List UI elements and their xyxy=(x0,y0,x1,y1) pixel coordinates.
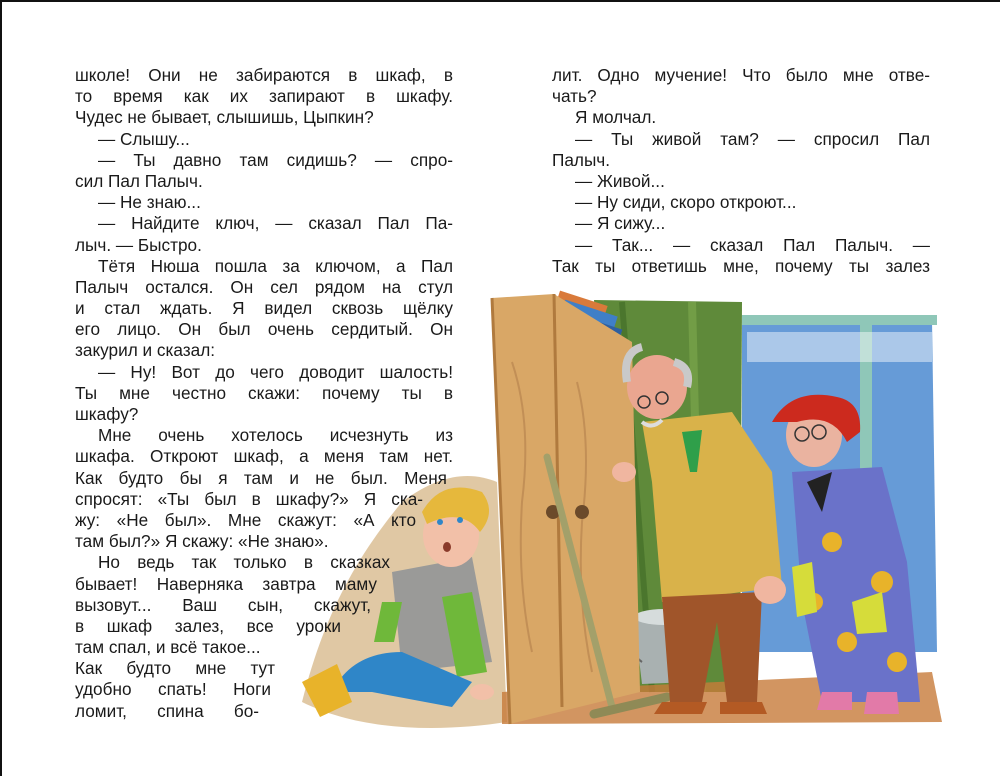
text-line: лыч. — Быстро. xyxy=(75,234,202,255)
text-line: удобно спать! Ноги xyxy=(75,679,271,700)
text-line: там был?» Я скажу: «Не знаю». xyxy=(75,531,329,552)
text-line: спросят: «Ты был в шкафу?» Я ска- xyxy=(75,488,423,509)
text-line: сил Пал Палыч. xyxy=(75,170,203,191)
text-line: — Слышу... xyxy=(98,128,190,149)
text-line: — Ну сиди, скоро откроют... xyxy=(575,192,797,213)
text-line: вызовут... Ваш сын, скажут, xyxy=(75,594,371,615)
text-line: в шкаф залез, все уроки xyxy=(75,615,341,636)
text-line: жу: «Не был». Мне скажут: «А кто xyxy=(75,509,416,530)
text-line: — Найдите ключ, — сказал Пал Па- xyxy=(98,213,453,234)
text-line: там спал, и всё такое... xyxy=(75,637,261,658)
wardrobe xyxy=(492,294,640,724)
text-line: чать? xyxy=(552,86,597,107)
text-line: — Ну! Вот до чего доводит шалость! xyxy=(98,361,453,382)
text-line: Я молчал. xyxy=(575,107,657,128)
text-line: и стал ждать. Я видел сквозь щёлку xyxy=(75,298,453,319)
text-line: то время как их запирают в шкафу. xyxy=(75,86,453,107)
text-line: — Ты давно там сидишь? — спро- xyxy=(98,149,453,170)
text-line: бывает! Наверняка завтра маму xyxy=(75,573,377,594)
text-line: закурил и сказал: xyxy=(75,340,215,361)
text-line: Палыч. xyxy=(552,149,611,170)
text-line: — Живой... xyxy=(575,170,665,191)
text-line: шкафа. Откроют шкаф, а меня там нет. xyxy=(75,446,453,467)
text-line: ломит, спина бо- xyxy=(75,700,259,721)
text-column-right xyxy=(552,65,930,277)
text-line: шкафу? xyxy=(75,404,139,424)
text-line: — Так... — сказал Пал Палыч. — xyxy=(575,234,930,255)
text-line: Как будто бы я там и не был. Меня xyxy=(75,467,447,488)
text-line: — Не знаю... xyxy=(98,192,201,213)
text-line: Ты мне честно скажи: почему ты в xyxy=(75,382,453,403)
text-line: — Я сижу... xyxy=(575,213,666,234)
text-line: Мне очень хотелось исчезнуть из xyxy=(98,425,453,446)
text-line: его лицо. Он был очень сердитый. Он xyxy=(75,319,453,340)
text-line: Как будто мне тут xyxy=(75,658,275,679)
text-line: Чудес не бывает, слышишь, Цыпкин? xyxy=(75,107,374,128)
text-line: Палыч остался. Он сел рядом на стул xyxy=(75,276,453,297)
text-line: школе! Они не забираются в шкаф, в xyxy=(75,65,453,85)
text-line: Так ты ответишь мне, почему ты залез xyxy=(552,255,930,276)
text-line: Но ведь так только в сказках xyxy=(98,552,390,573)
text-line: Тётя Нюша пошла за ключом, а Пал xyxy=(98,255,453,276)
text-line: — Ты живой там? — спросил Пал xyxy=(575,128,930,149)
text-column-left xyxy=(75,65,453,722)
text-line: лит. Одно мучение! Что было мне отве- xyxy=(552,65,930,85)
